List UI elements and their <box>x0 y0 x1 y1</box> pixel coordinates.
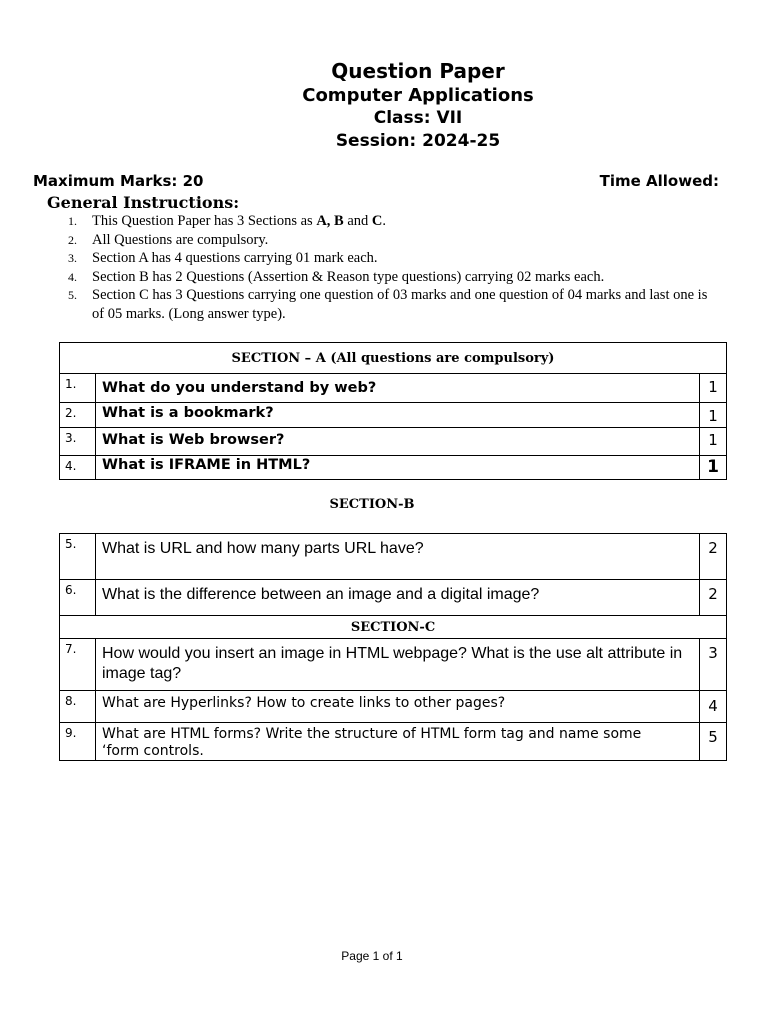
paper-title: Question Paper <box>331 59 505 83</box>
question-marks: 2 <box>700 534 727 580</box>
instruction-item <box>68 268 718 287</box>
question-text: What are Hyperlinks? How to create links to other pages? <box>96 691 700 723</box>
question-marks: 4 <box>700 691 727 723</box>
section-c-heading: SECTION-C <box>60 616 727 639</box>
table-row <box>60 691 727 723</box>
instruction-section-c: C <box>371 213 383 229</box>
instruction-number: 2. <box>68 232 77 247</box>
instruction-item <box>68 249 718 268</box>
table-row <box>60 374 727 403</box>
question-text: How would you insert an image in HTML webpage? What is the use alt attribute in image tag? <box>96 639 700 691</box>
question-number: 7. <box>60 639 96 691</box>
instruction-text: Section C has 3 Questions carrying one question of 03 marks and one question of 04 marks and last one is of 05 marks. (Long answer type). <box>92 287 708 322</box>
paper-header <box>0 58 768 153</box>
question-text: What is a bookmark? <box>96 403 700 428</box>
question-number: 1. <box>60 374 96 403</box>
question-number: 4. <box>60 456 96 480</box>
instruction-text: All Questions are compulsory. <box>92 231 269 248</box>
instruction-number: 3. <box>68 251 77 265</box>
instruction-sections-ab: A, B <box>316 213 344 229</box>
page-footer <box>0 949 756 963</box>
table-row <box>60 456 727 480</box>
table-row <box>60 534 727 580</box>
instructions-title: General Instructions: <box>47 193 240 212</box>
table-row <box>60 723 727 761</box>
time-allowed: Time Allowed: <box>599 172 719 190</box>
section-a-heading: SECTION – A (All questions are compulsory) <box>60 343 727 374</box>
question-number: 5. <box>60 534 96 580</box>
question-number: 9. <box>60 723 96 761</box>
question-marks: 3 <box>700 639 727 691</box>
instructions-list <box>68 212 718 323</box>
table-row <box>60 428 727 456</box>
section-b-heading: SECTION-B <box>329 497 415 512</box>
table-row <box>60 639 727 691</box>
question-marks: 1 <box>700 403 727 428</box>
question-text: What is URL and how many parts URL have? <box>96 534 700 580</box>
instruction-text: Section B has 2 Questions (Assertion & Reason type questions) carrying 02 marks each. <box>92 268 605 285</box>
page-number: Page 1 of 1 <box>341 949 403 963</box>
question-marks: 5 <box>700 723 727 761</box>
section-bc-table <box>59 533 727 761</box>
instruction-period: . <box>382 213 387 229</box>
question-text: What do you understand by web? <box>96 374 700 403</box>
session-label: Session: 2024-25 <box>335 131 501 151</box>
question-marks: 1 <box>700 428 727 456</box>
question-text: What is IFRAME in HTML? <box>96 456 700 480</box>
instruction-text-and: and <box>343 213 372 229</box>
question-number: 2. <box>60 403 96 428</box>
section-a-table <box>59 342 727 480</box>
instruction-item <box>68 231 718 250</box>
subject-title: Computer Applications <box>302 85 534 106</box>
question-marks: 1 <box>700 374 727 403</box>
question-text: What is the difference between an image and a digital image? <box>96 580 700 616</box>
question-marks: 1 <box>700 456 727 480</box>
question-number: 8. <box>60 691 96 723</box>
instruction-item <box>68 212 718 231</box>
maximum-marks: Maximum Marks: 20 <box>33 172 204 190</box>
question-text: What is Web browser? <box>96 428 700 456</box>
instruction-number: 1. <box>68 214 77 228</box>
question-marks: 2 <box>700 580 727 616</box>
question-number: 6. <box>60 580 96 616</box>
instruction-text: Section A has 4 questions carrying 01 mark each. <box>92 250 378 266</box>
instruction-number: 4. <box>68 269 77 284</box>
table-row <box>60 580 727 616</box>
instruction-item <box>68 286 718 323</box>
instruction-number: 5. <box>68 288 77 302</box>
table-row <box>60 403 727 428</box>
class-label: Class: VII <box>373 108 463 128</box>
question-number: 3. <box>60 428 96 456</box>
instruction-text: This Question Paper has 3 Sections as <box>92 213 317 229</box>
question-text: What are HTML forms? Write the structure of HTML form tag and name some ‘form controls. <box>96 723 700 761</box>
